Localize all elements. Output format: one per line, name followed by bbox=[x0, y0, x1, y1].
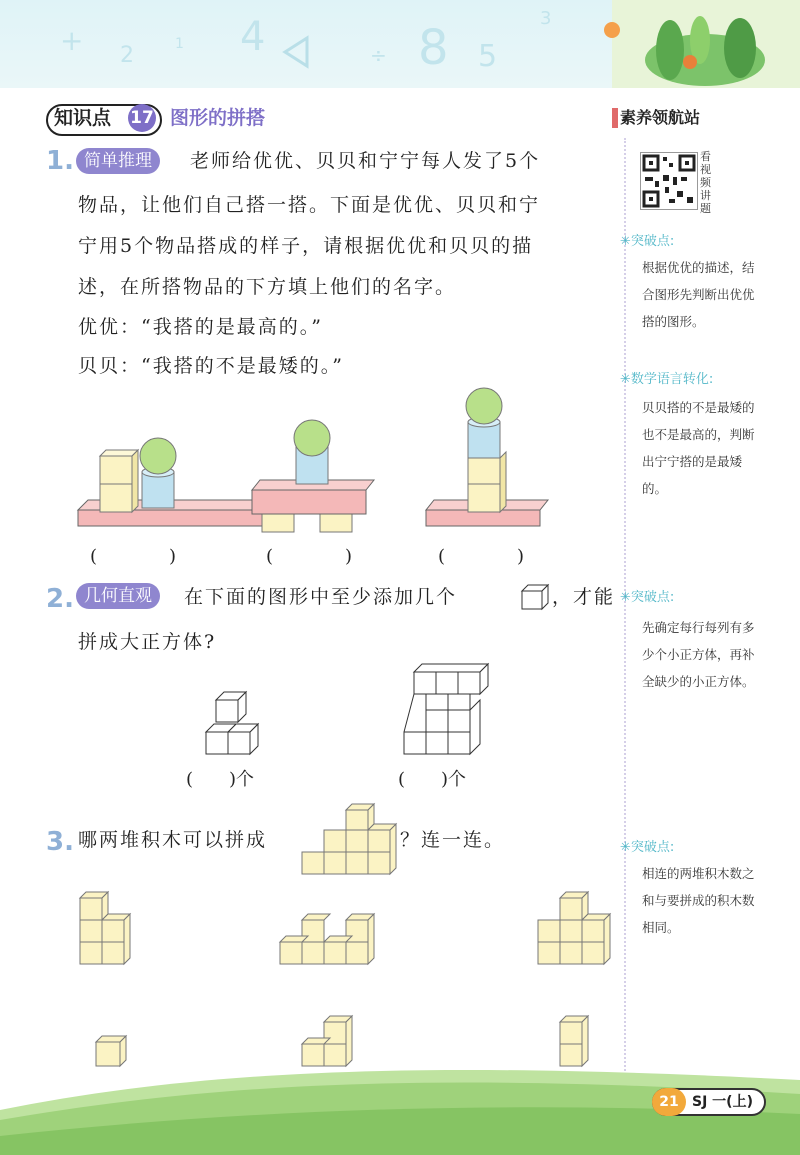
question-1-line-3: 宁用5个物品搭成的样子，请根据优优和贝贝的描 bbox=[78, 235, 534, 257]
question-1-line-5: 优优：“我搭的是最高的。” bbox=[78, 316, 323, 338]
svg-text:1: 1 bbox=[175, 36, 184, 52]
qr-caption: 看视频讲题 bbox=[700, 150, 711, 215]
tip-3-heading-text: 突破点: bbox=[630, 590, 675, 605]
question-2-answer-right[interactable]: ( )个 bbox=[398, 769, 467, 790]
sidebar-title: 素养领航站 bbox=[620, 108, 701, 127]
stack-top-right bbox=[538, 892, 610, 964]
question-2-number: 2. bbox=[46, 584, 74, 614]
question-2-line-1-after: ，才能 bbox=[552, 586, 616, 608]
stack-figure-b bbox=[252, 420, 374, 532]
tip-4-body: 相连的两堆积木数之和与要拼成的积木数相同。 bbox=[642, 866, 755, 935]
cube-group-right bbox=[404, 664, 488, 754]
knowledge-point-title: 图形的拼搭 bbox=[170, 107, 266, 129]
target-stack-figure bbox=[300, 802, 400, 878]
svg-text:5: 5 bbox=[478, 39, 498, 74]
question-2-line-2: 拼成大正方体? bbox=[78, 631, 217, 653]
question-1-answer-a[interactable]: ( ) bbox=[90, 546, 177, 567]
question-2-answer-left[interactable]: ( )个 bbox=[186, 769, 255, 790]
tip-4-heading-text: 突破点: bbox=[630, 840, 675, 855]
question-1-line-2: 物品，让他们自己搭一搭。下面是优优、贝贝和宁 bbox=[78, 194, 541, 216]
stack-figure-a bbox=[78, 438, 276, 526]
question-1-line-1: 老师给优优、贝贝和宁宁每人发了5个 bbox=[190, 150, 541, 172]
question-3-number: 3. bbox=[46, 827, 74, 857]
stack-figure-c bbox=[426, 388, 548, 526]
tip-1-body: 根据优优的描述，结合图形先判断出优优搭的图形。 bbox=[642, 260, 755, 329]
tip-3-body: 先确定每行每列有多少个小正方体，再补全缺少的小正方体。 bbox=[642, 620, 755, 689]
svg-text:2: 2 bbox=[120, 43, 134, 68]
tip-1-heading-text: 突破点: bbox=[630, 234, 675, 249]
stack-top-middle bbox=[280, 914, 374, 964]
question-2-tag: 几何直观 bbox=[76, 583, 160, 609]
svg-text:8: 8 bbox=[418, 20, 449, 76]
tip-1-heading: ✳突破点: bbox=[620, 234, 675, 249]
question-1-answer-c[interactable]: ( ) bbox=[438, 546, 525, 567]
question-3-text-before: 哪两堆积木可以拼成 bbox=[78, 829, 268, 851]
tip-4-heading: ✳突破点: bbox=[620, 840, 675, 855]
knowledge-point-number: 17 bbox=[128, 104, 156, 132]
question-1-tag: 简单推理 bbox=[76, 148, 160, 174]
tip-2-heading-text: 数学语言转化: bbox=[630, 372, 714, 387]
question-2-figures bbox=[196, 660, 506, 760]
question-1-figures bbox=[70, 386, 560, 536]
question-1-number: 1. bbox=[46, 146, 74, 176]
page-number: 21 bbox=[652, 1088, 686, 1116]
svg-text:+: + bbox=[60, 24, 84, 57]
svg-text:4: 4 bbox=[240, 14, 266, 60]
cube-group-left bbox=[206, 692, 258, 754]
stack-top-left bbox=[80, 892, 130, 964]
knowledge-point-label: 知识点 bbox=[54, 107, 112, 129]
stack-bottom-right bbox=[560, 1016, 588, 1066]
question-2-line-1-before: 在下面的图形中至少添加几个 bbox=[184, 586, 458, 608]
sidebar-flag-icon bbox=[612, 108, 618, 128]
header-decoration bbox=[0, 0, 800, 88]
tip-3-heading: ✳突破点: bbox=[620, 590, 675, 605]
svg-text:3: 3 bbox=[540, 8, 552, 29]
small-cube-icon bbox=[520, 583, 550, 611]
question-3-text-after: ？连一连。 bbox=[400, 829, 506, 851]
question-1-line-6: 贝贝：“我搭的不是最矮的。” bbox=[78, 355, 344, 377]
question-1-line-4: 述，在所搭物品的下方填上他们的名字。 bbox=[78, 276, 457, 298]
qr-code-icon[interactable] bbox=[640, 152, 698, 210]
question-3-stacks bbox=[70, 880, 630, 1070]
stack-bottom-middle bbox=[302, 1016, 352, 1066]
svg-text:÷: ÷ bbox=[370, 43, 387, 67]
tip-2-body: 贝贝搭的不是最矮的也不是最高的，判断出宁宁搭的是最矮的。 bbox=[642, 400, 755, 496]
tip-2-heading: ✳数学语言转化: bbox=[620, 372, 714, 387]
question-1-answer-b[interactable]: ( ) bbox=[266, 546, 353, 567]
book-code: SJ 一(上) bbox=[692, 1094, 753, 1110]
